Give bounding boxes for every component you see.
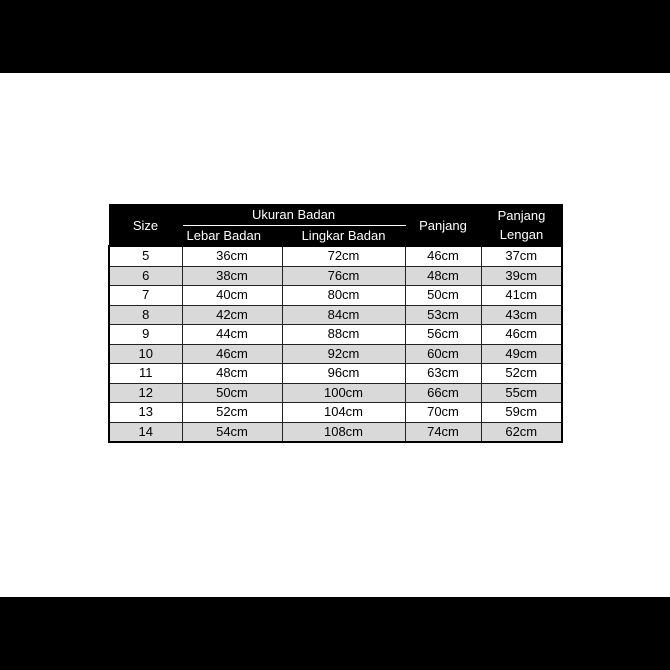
cell-panjang: 53cm xyxy=(405,305,481,325)
cell-lengan: 39cm xyxy=(481,266,562,286)
table-row xyxy=(109,325,562,345)
table-header xyxy=(109,205,562,247)
table-row xyxy=(109,266,562,286)
header-lingkar-badan: Lingkar Badan xyxy=(282,226,405,247)
cell-lebar: 50cm xyxy=(182,383,282,403)
cell-size: 12 xyxy=(109,383,182,403)
size-chart-table xyxy=(108,204,563,443)
cell-size: 10 xyxy=(109,344,182,364)
table-row xyxy=(109,246,562,266)
cell-lebar: 54cm xyxy=(182,422,282,442)
cell-lebar: 48cm xyxy=(182,364,282,384)
cell-lingkar: 80cm xyxy=(282,286,405,306)
header-lebar-badan: Lebar Badan xyxy=(182,226,282,247)
cell-lebar: 44cm xyxy=(182,325,282,345)
cell-lingkar: 88cm xyxy=(282,325,405,345)
cell-lingkar: 100cm xyxy=(282,383,405,403)
cell-size: 5 xyxy=(109,246,182,266)
table-body xyxy=(109,246,562,442)
table-row xyxy=(109,422,562,442)
cell-lingkar: 92cm xyxy=(282,344,405,364)
header-ukuran-badan: Ukuran Badan xyxy=(182,205,405,226)
cell-size: 6 xyxy=(109,266,182,286)
cell-lingkar: 72cm xyxy=(282,246,405,266)
cell-lengan: 55cm xyxy=(481,383,562,403)
table-row xyxy=(109,305,562,325)
cell-lengan: 41cm xyxy=(481,286,562,306)
cell-lebar: 52cm xyxy=(182,403,282,423)
cell-lebar: 40cm xyxy=(182,286,282,306)
header-panjang-lengan xyxy=(481,205,562,247)
top-black-bar xyxy=(0,0,670,73)
cell-lingkar: 104cm xyxy=(282,403,405,423)
cell-size: 11 xyxy=(109,364,182,384)
table-row xyxy=(109,364,562,384)
cell-size: 7 xyxy=(109,286,182,306)
cell-panjang: 66cm xyxy=(405,383,481,403)
table-row xyxy=(109,344,562,364)
cell-panjang: 63cm xyxy=(405,364,481,384)
cell-panjang: 56cm xyxy=(405,325,481,345)
cell-panjang: 60cm xyxy=(405,344,481,364)
cell-panjang: 50cm xyxy=(405,286,481,306)
header-panjang: Panjang xyxy=(405,205,481,247)
cell-lengan: 46cm xyxy=(481,325,562,345)
table-row xyxy=(109,383,562,403)
cell-lengan: 43cm xyxy=(481,305,562,325)
header-size: Size xyxy=(109,205,182,247)
table-row xyxy=(109,286,562,306)
cell-size: 14 xyxy=(109,422,182,442)
cell-panjang: 70cm xyxy=(405,403,481,423)
cell-lingkar: 76cm xyxy=(282,266,405,286)
cell-panjang: 46cm xyxy=(405,246,481,266)
cell-panjang: 74cm xyxy=(405,422,481,442)
cell-lingkar: 84cm xyxy=(282,305,405,325)
cell-lingkar: 108cm xyxy=(282,422,405,442)
header-panjang-lengan-line1: Panjang xyxy=(497,208,546,223)
cell-panjang: 48cm xyxy=(405,266,481,286)
cell-lengan: 49cm xyxy=(481,344,562,364)
cell-lebar: 46cm xyxy=(182,344,282,364)
cell-lengan: 52cm xyxy=(481,364,562,384)
cell-size: 13 xyxy=(109,403,182,423)
header-panjang-lengan-line2: Lengan xyxy=(499,227,544,242)
cell-lengan: 62cm xyxy=(481,422,562,442)
table-row xyxy=(109,403,562,423)
cell-lebar: 38cm xyxy=(182,266,282,286)
cell-lebar: 36cm xyxy=(182,246,282,266)
bottom-black-bar xyxy=(0,597,670,670)
cell-lingkar: 96cm xyxy=(282,364,405,384)
cell-lengan: 37cm xyxy=(481,246,562,266)
cell-lebar: 42cm xyxy=(182,305,282,325)
cell-size: 8 xyxy=(109,305,182,325)
cell-lengan: 59cm xyxy=(481,403,562,423)
cell-size: 9 xyxy=(109,325,182,345)
